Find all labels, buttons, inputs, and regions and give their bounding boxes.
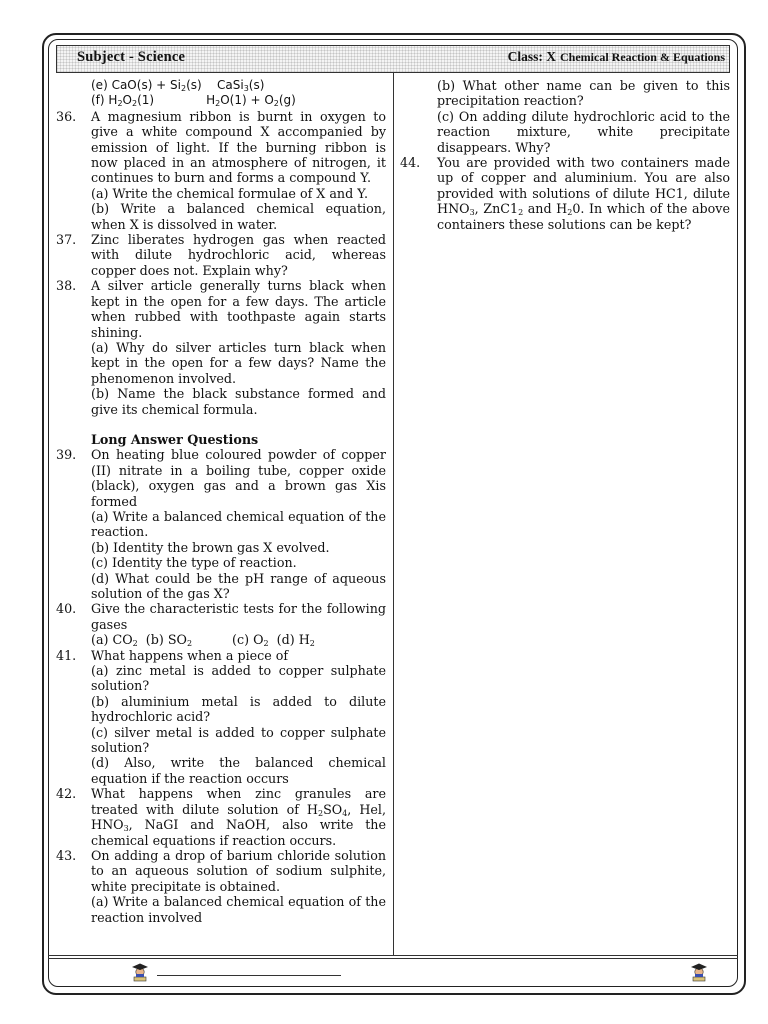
question-39-d: (d) What could be the pH range of aqueous solution of the gas X? [91, 570, 386, 601]
question-39-a: (a) Write a balanced chemical equation of the reaction. [91, 508, 386, 540]
question-42: 42. What happens when zinc granules are treated with dilute solution of $H_2SO_4$, Hel, $HNO_3$, NaGI and NaOH, also write the chemical equations if reaction occurs. [56, 786, 386, 848]
question-44: 44. You are provided with two containers made up of copper and aluminium. You are also provided with solutions of dilute HC1, dilute $HNO_3$, $ZnC1_2$ and $H_20$. In which of the above containers these solutions can be kept? [400, 155, 730, 232]
question-40: 40. Give the characteristic tests for the following gases [56, 601, 386, 632]
graduate-mascot-icon [690, 962, 708, 982]
equation-e: (e) $CaO(s) + Si_2(s)$ CaSi$_3$(s) [91, 78, 265, 93]
class-info [508, 49, 725, 65]
question-41: 41. What happens when a piece of [56, 647, 289, 663]
footer-name-line [157, 975, 341, 976]
question-41-d: (d) Also, write the balanced chemical equation if the reaction occurs [91, 755, 386, 786]
question-39-b: (b) Identity the brown gas X evolved. [91, 539, 330, 555]
question-37: 37. Zinc liberates hydrogen gas when reacted with dilute hydrochloric acid, whereas copper does not. Explain why? [56, 232, 386, 278]
question-36-a: (a) Write the chemical formulae of X and Y. [91, 185, 369, 201]
question-39-c: (c) Identity the type of reaction. [91, 555, 297, 571]
question-41-a: (a) zinc metal is added to copper sulphate solution? [91, 663, 386, 694]
class-label: Class: X [507, 49, 556, 64]
question-36-b: (b) Write a balanced chemical equation, when X is dissolved in water. [91, 201, 386, 232]
question-36: 36. A magnesium ribbon is burnt in oxygen to give a white compound X accompanied by emission of light. If the burning ribbon is now placed in an atmosphere of nitrogen, it continues to burn and forms a compound Y. [56, 108, 386, 186]
column-divider [393, 73, 394, 955]
question-41-b: (b) aluminium metal is added to dilute hydrochloric acid? [91, 693, 386, 725]
section-heading-long-answer: Long Answer Questions [91, 431, 259, 447]
right-column [400, 78, 730, 232]
footer-rule-top [48, 955, 738, 956]
question-43-c: (c) On adding dilute hydrochloric acid to the reaction mixture, white precipitate disappears. Why? [437, 108, 730, 155]
question-43: 43. On adding a drop of barium chloride solution to an aqueous solution of sodium sulphite, white precipitate is obtained. [56, 847, 386, 894]
question-40-options: (a) $CO_2$ (b) $SO_2$ (c) $O_2$ (d) $H_2$ [91, 632, 315, 649]
graduate-mascot-icon [131, 962, 149, 982]
subject-title: Subject - Science [77, 49, 186, 65]
question-43-a: (a) Write a balanced chemical equation of the reaction involved [91, 894, 386, 925]
question-39: 39. On heating blue coloured powder of copper (II) nitrate in a boiling tube, copper oxide (black), oxygen gas and a brown gas Xis formed [56, 447, 386, 509]
question-41-c: (c) silver metal is added to copper sulphate solution? [91, 724, 386, 756]
page-header [56, 45, 730, 73]
equation-f: (f) $H_2O_2(1) H_2O(1) + O_2(g)$ [91, 93, 296, 109]
left-column [56, 78, 386, 925]
chapter-topic: Chemical Reaction & Equations [560, 50, 725, 64]
question-38-a: (a) Why do silver articles turn black when kept in the open for a few days? Name the phenomenon involved. [91, 339, 386, 386]
footer-rule-bottom [48, 958, 738, 959]
question-43-b: (b) What other name can be given to this precipitation reaction? [437, 78, 730, 109]
question-38-b: (b) Name the black substance formed and give its chemical formula. [91, 386, 386, 417]
question-38: 38. A silver article generally turns black when kept in the open for a few days. The article when rubbed with toothpaste again starts shining. [56, 278, 386, 340]
